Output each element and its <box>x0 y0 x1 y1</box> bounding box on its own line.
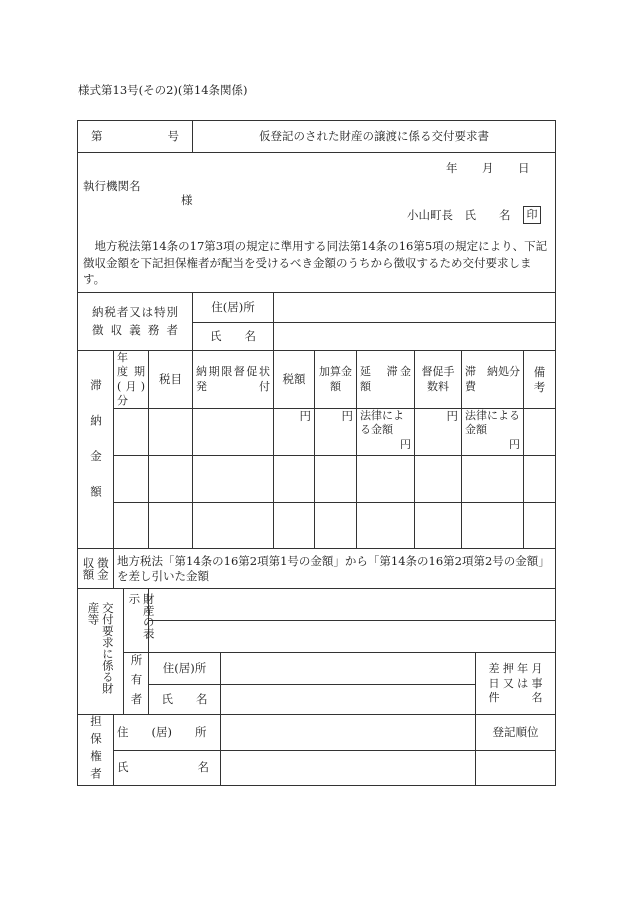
owner-name-label: 氏 名 <box>149 685 221 715</box>
col-disposition-cost: 滞 納処分費 <box>462 351 524 409</box>
seal-mark: 印 <box>523 206 541 224</box>
collection-row <box>78 549 556 589</box>
date-day[interactable]: 日 <box>518 161 530 175</box>
request-form-table <box>77 120 556 786</box>
dai-label: 第 <box>91 129 103 144</box>
security-holder-name-field[interactable] <box>221 750 476 786</box>
security-holder-label: 担保権者 <box>88 715 103 786</box>
issuer-name: 小山町長 氏 名 <box>407 208 511 222</box>
taxpayer-address-label: 住(居)所 <box>193 293 274 323</box>
collection-description: 地方税法「第14条の16第2項第1号の金額」から「第14条の16第2項第2号の金額」を差し引いた金額 <box>114 549 556 589</box>
property-display-label-cell <box>124 589 156 653</box>
registration-rank-field[interactable] <box>476 750 556 786</box>
security-holder-address-row <box>78 715 556 751</box>
delinquent-label: 滞納金額 <box>88 378 103 521</box>
owner-address-field[interactable] <box>221 653 476 685</box>
col-surcharge: 加算金額 <box>315 351 357 409</box>
surcharge-yen: 円 <box>315 409 357 456</box>
security-holder-address-field[interactable] <box>221 715 476 751</box>
col-fiscal-year: 年 度期(月)分 <box>114 351 149 409</box>
delinquent-row-3 <box>78 503 556 549</box>
taxpayer-name-field[interactable] <box>274 323 556 351</box>
security-holder-address-label: 住 (居) 所 <box>114 715 221 751</box>
agency-name-label: 執行機関名 <box>83 179 141 193</box>
property-display-field-2[interactable] <box>149 621 556 653</box>
seizure-label: 差押年月日又は事件名 <box>488 662 543 704</box>
security-holder-label-cell <box>78 715 114 786</box>
col-due-date: 納期限督促状発付 <box>193 351 274 409</box>
document-number-cell[interactable] <box>78 121 193 153</box>
col-tax-amount: 税額 <box>274 351 315 409</box>
address-row <box>78 153 556 293</box>
property-outer-label: 交付要求に係る財産等 <box>86 601 115 694</box>
owner-label: 所有者 <box>129 654 144 713</box>
date-month[interactable]: 月 <box>482 161 494 175</box>
property-outer-label-cell <box>78 589 124 715</box>
date-year[interactable]: 年 <box>446 161 458 175</box>
seizure-label-cell <box>476 653 556 715</box>
registration-rank-label: 登記順位 <box>476 715 556 751</box>
address-block <box>78 153 556 293</box>
request-body-text: 地方税法第14条の17第3項の規定に準用する同法第14条の16第5項の規定により、下記徴収金額を下記担保権者が配当を受けるべき金額のうちから徴収するため交付要求します。 <box>83 239 548 287</box>
owner-address-label: 住(居)所 <box>149 653 221 685</box>
taxpayer-name-label: 氏 名 <box>193 323 274 351</box>
owner-address-row <box>78 653 556 685</box>
collection-label: 徴金収額 <box>81 557 110 581</box>
delinquent-row-1 <box>78 409 556 456</box>
property-display-field-1[interactable] <box>149 589 556 621</box>
collection-label-cell <box>78 549 114 589</box>
delinquent-header-row <box>78 351 556 409</box>
document-title: 仮登記のされた財産の譲渡に係る交付要求書 <box>193 121 556 153</box>
col-late-fee: 延 滞金 額 <box>357 351 415 409</box>
owner-name-field[interactable] <box>221 685 476 715</box>
delinquent-row-2 <box>78 456 556 503</box>
security-holder-name-label: 氏 名 <box>114 750 221 786</box>
taxpayer-label-cell <box>78 293 193 351</box>
taxpayer-label: 納税者又は特別徴収義務者 <box>92 305 178 337</box>
header-row <box>78 121 556 153</box>
reminder-fee-yen: 円 <box>415 409 462 456</box>
security-holder-name-row <box>78 750 556 786</box>
col-tax-item: 税目 <box>149 351 193 409</box>
form-number: 様式第13号(その2)(第14条関係) <box>78 83 248 97</box>
property-display-label: 財産の表示 <box>127 592 156 639</box>
col-reminder-fee: 督促手数料 <box>415 351 462 409</box>
taxpayer-address-row <box>78 293 556 323</box>
go-label: 号 <box>167 129 179 144</box>
col-remarks: 備 考 <box>524 351 556 409</box>
property-display-row-1 <box>78 589 556 621</box>
sama-label: 様 <box>181 193 193 207</box>
owner-label-cell <box>124 653 149 715</box>
tax-amount-yen: 円 <box>274 409 315 456</box>
delinquent-label-cell <box>78 351 114 549</box>
taxpayer-address-field[interactable] <box>274 293 556 323</box>
late-fee-legal: 法律による金額 円 <box>357 409 415 456</box>
disposition-cost-legal: 法律による金額 円 <box>462 409 524 456</box>
